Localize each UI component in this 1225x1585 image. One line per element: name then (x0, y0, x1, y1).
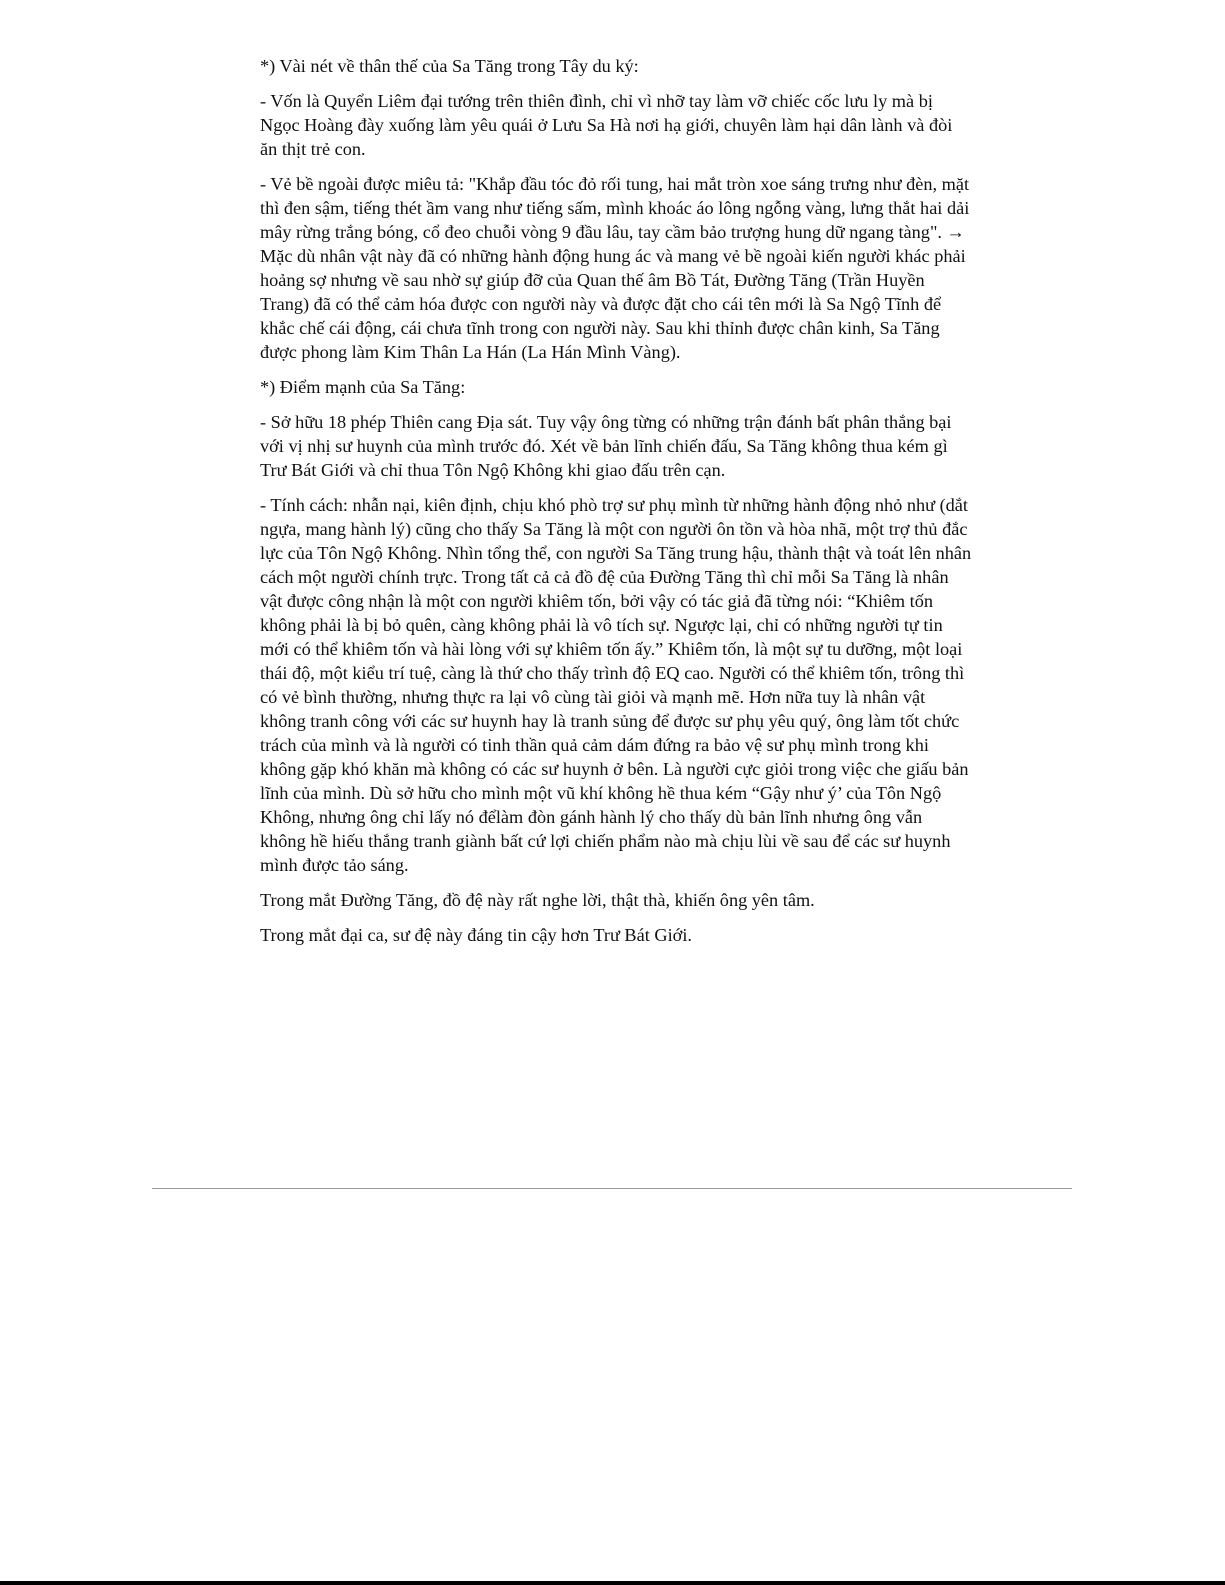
paragraph-origin: - Vốn là Quyển Liêm đại tướng trên thiên đình, chỉ vì nhỡ tay làm vỡ chiếc cốc lưu ly mà bị Ngọc Hoàng đày xuống làm yêu quái ở Lưu Sa Hà nơi hạ giới, chuyên làm hại dân lành và đòi ăn thịt trẻ con. (260, 91, 953, 159)
paragraph-abilities: - Sở hữu 18 phép Thiên cang Địa sát. Tuy vậy ông từng có những trận đánh bất phân thắng bại với vị nhị sư huynh của mình trước đó. Xét về bản lĩnh chiến đấu, Sa Tăng không thua kém gì Trư Bát Giới và chỉ thua Tôn Ngộ Không khi giao đấu trên cạn. (260, 412, 952, 480)
heading-background: *) Vài nét về thân thế của Sa Tăng trong Tây du ký: (260, 56, 639, 76)
paragraph-tang-view: Trong mắt Đường Tăng, đồ đệ này rất nghe lời, thật thà, khiến ông yên tâm. (260, 890, 815, 910)
paragraph-appearance: - Vẻ bề ngoài được miêu tả: "Khắp đầu tóc đỏ rối tung, hai mắt tròn xoe sáng trưng như đèn, mặt thì đen sậm, tiếng thét ầm vang như tiếng sấm, mình khoác áo lông ngỗng vàng, lưng thắt hai dải mây rừng trắng bóng, cổ đeo chuỗi vòng 9 đầu lâu, tay cầm bảo trượng hung dữ ngang tàng". → Mặc dù nhân vật này đã có những hành động hung ác và mang vẻ bề ngoài kiến người khác phải hoảng sợ nhưng về sau nhờ sự giúp đỡ của Quan thế âm Bồ Tát, Đường Tăng (Trần Huyền Trang) đã có thể cảm hóa được con người này và được đặt cho cái tên mới là Sa Ngộ Tĩnh để khắc chế cái động, cái chưa tĩnh trong con người này. Sau khi thỉnh được chân kinh, Sa Tăng được phong làm Kim Thân La Hán (La Hán Mình Vàng). (260, 174, 970, 362)
bottom-edge-bar (0, 1581, 1225, 1585)
paragraph-elder-view: Trong mắt đại ca, sư đệ này đáng tin cậy hơn Trư Bát Giới. (260, 925, 692, 945)
document-body (260, 54, 972, 958)
page-divider (152, 1188, 1072, 1189)
paragraph-personality: - Tính cách: nhẫn nại, kiên định, chịu khó phò trợ sư phụ mình từ những hành động nhỏ như (dắt ngựa, mang hành lý) cũng cho thấy Sa Tăng là một con người ôn tồn và hòa nhã, một trợ thủ đắc lực của Tôn Ngộ Không. Nhìn tổng thể, con người Sa Tăng trung hậu, thành thật và toát lên nhân cách một người chính trực. Trong tất cả cả đồ đệ của Đường Tăng thì chỉ mỗi Sa Tăng là nhân vật được công nhận là một con người khiêm tốn, bởi vậy có tác giả đã từng nói: “Khiêm tốn không phải là bị bỏ quên, càng không phải là vô tích sự. Ngược lại, chỉ có những người tự tin mới có thể khiêm tốn và hài lòng với sự khiêm tốn ấy.” Khiêm tốn, là một sự tu dưỡng, một loại thái độ, một kiểu trí tuệ, càng là thứ cho thấy trình độ EQ cao. Người có thể khiêm tốn, trông thì có vẻ bình thường, nhưng thực ra lại vô cùng tài giỏi và mạnh mẽ. Hơn nữa tuy là nhân vật không tranh công với các sư huynh hay là tranh sủng để được sư phụ yêu quý, ông làm tốt chức trách của mình và là người có tinh thần quả cảm dám đứng ra bảo vệ sư phụ mình trong khi không gặp khó khăn mà không có các sư huynh ở bên. Là người cực giỏi trong việc che giấu bản lĩnh của mình. Dù sở hữu cho mình một vũ khí không hề thua kém “Gậy như ý’ của Tôn Ngộ Không, nhưng ông chỉ lấy nó đểlàm đòn gánh hành lý cho thấy dù bản lĩnh nhưng ông vẫn không hề hiếu thắng tranh giành bất cứ lợi chiến phẩm nào mà chịu lùi về sau để các sư huynh mình được tảo sáng. (260, 495, 972, 875)
heading-strengths: *) Điểm mạnh của Sa Tăng: (260, 377, 466, 397)
